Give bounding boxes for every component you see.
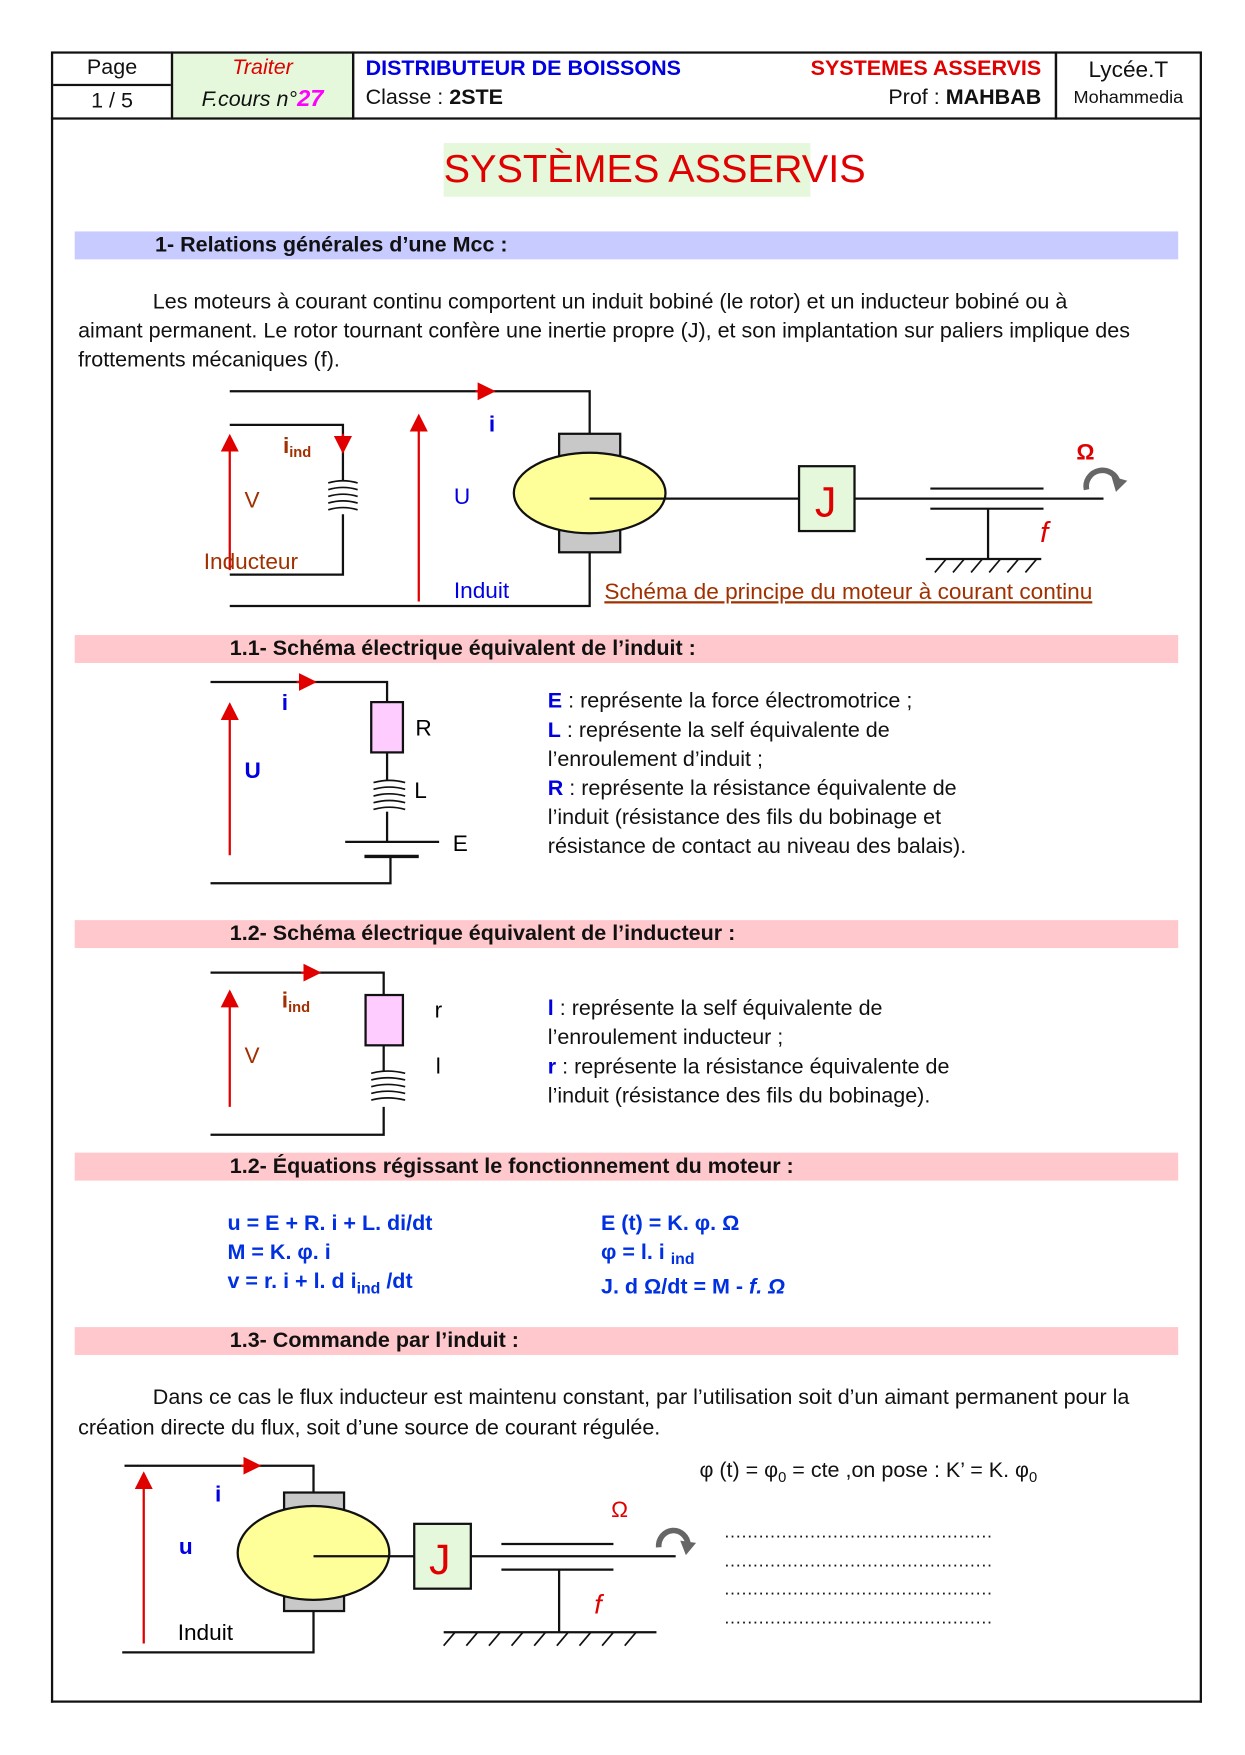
description-text: l’enroulement inducteur ; <box>547 1026 784 1050</box>
answer-line[interactable]: ............................................... <box>724 1522 993 1542</box>
description-text: l’induit (résistance des fils du bobinage). <box>547 1084 931 1108</box>
r-label: r <box>434 997 443 1023</box>
equation-part: ind <box>356 1278 381 1297</box>
school-name: Lycée.T <box>1088 58 1169 83</box>
current-label: i <box>488 411 496 437</box>
traiter-label: Traiter <box>232 55 293 80</box>
section-heading-1-2: 1.2- Schéma électrique équivalent de l’inducteur : <box>75 920 1179 948</box>
induit-label: Induit <box>453 578 510 604</box>
description-text: : représente la self équivalente de <box>553 997 883 1021</box>
classe-label: Classe : <box>365 86 450 110</box>
symbol-key: L <box>547 718 561 743</box>
iind-sub: ind <box>288 999 311 1016</box>
j-label: J <box>814 478 837 527</box>
prof-value: MAHBAB <box>945 86 1042 110</box>
inductor-coil-icon <box>328 481 357 510</box>
section13-paragraph: Dans ce cas le flux inducteur est maintenu constant, par l’utilisation soit d’un aimant permanent pour la création directe du flux, soit d’une source de courant régulée. <box>78 1386 1130 1440</box>
answer-line[interactable]: ............................................... <box>724 1608 993 1628</box>
inductor-coil-icon <box>373 780 405 809</box>
equation-part: ind <box>670 1249 695 1268</box>
equation-part: f. Ω <box>749 1275 785 1299</box>
f-label: f <box>594 1589 602 1620</box>
u-label: U <box>453 484 471 510</box>
section-heading-1-1: 1.1- Schéma électrique équivalent de l’induit : <box>75 635 1179 663</box>
induit-label: Induit <box>177 1620 234 1646</box>
resistor-r <box>366 995 403 1045</box>
u-label: u <box>178 1534 193 1559</box>
description-text: résistance de contact au niveau des balais). <box>547 835 967 859</box>
rotor-ellipse <box>514 453 666 533</box>
project-name: DISTRIBUTEUR DE BOISSONS <box>365 57 682 81</box>
description-text: : représente la résistance équivalente de <box>556 1055 950 1079</box>
formula-part: φ (t) = φ <box>699 1458 779 1483</box>
page-number: 1 / 5 <box>91 89 133 113</box>
iind-i: i <box>281 987 289 1013</box>
answer-line[interactable]: ............................................... <box>724 1580 993 1600</box>
omega-label: Ω <box>1076 439 1095 465</box>
description-text: l’induit (résistance des fils du bobinage et <box>547 806 942 830</box>
j-label: J <box>428 1536 451 1585</box>
formula-part: = cte ,on pose : K’ = K. φ <box>786 1458 1029 1483</box>
equation-part: E (t) = K. φ. Ω <box>600 1211 740 1236</box>
iind-label <box>283 433 311 461</box>
equation-part: φ = l. i <box>600 1240 671 1265</box>
description-text: l’enroulement d’induit ; <box>547 747 763 772</box>
symbol-key: l <box>547 997 554 1021</box>
cours-number-value: 27 <box>297 86 324 112</box>
cours-prefix: F.cours n° <box>201 88 298 112</box>
symbol-key: R <box>547 777 564 801</box>
inductor-coil-icon <box>371 1071 405 1100</box>
equation-part: M = K. φ. i <box>227 1240 331 1265</box>
prof-label: Prof : <box>888 86 946 110</box>
v-label: V <box>244 1043 260 1069</box>
resistor-R <box>371 702 403 752</box>
iind-i: i <box>282 432 290 458</box>
u-label: U <box>244 758 261 784</box>
equation-part: v = r. i + l. d i <box>227 1270 357 1294</box>
l-label: L <box>414 778 427 804</box>
page-label: Page <box>86 55 138 80</box>
current-label: i <box>215 1481 222 1507</box>
section-heading-1-3: 1.3- Commande par l’induit : <box>75 1327 1179 1355</box>
description-text: : représente la self équivalente de <box>560 718 890 743</box>
equation-part: u = E + R. i + L. di/dt <box>227 1211 433 1236</box>
iind-label <box>282 987 310 1015</box>
current-label: i <box>281 690 289 715</box>
page-title: SYSTÈMES ASSERVIS <box>444 143 811 197</box>
e-label: E <box>452 830 468 856</box>
subject: SYSTEMES ASSERVIS <box>810 57 1042 81</box>
symbol-key: r <box>547 1055 557 1079</box>
f-label: f <box>1040 517 1049 550</box>
description-text: : représente la résistance équivalente de <box>563 777 957 801</box>
equation-part: J. d Ω/dt = M - <box>600 1275 750 1299</box>
classe-value: 2STE <box>449 86 504 110</box>
section-heading-equations: 1.2- Équations régissant le fonctionnement du moteur : <box>75 1153 1179 1181</box>
inducteur-circuit-diagram <box>211 973 406 1135</box>
answer-line[interactable]: ............................................... <box>724 1551 993 1571</box>
formula-sub: 0 <box>778 1468 787 1486</box>
iind-sub: ind <box>289 445 312 462</box>
v-label: V <box>244 487 260 513</box>
inducteur-label: Inducteur <box>203 549 299 575</box>
symbol-key: E <box>547 689 563 714</box>
section-heading-1: 1- Relations générales d’une Mcc : <box>75 231 1179 259</box>
equation-part: /dt <box>380 1270 413 1294</box>
omega-label: Ω <box>611 1497 629 1523</box>
l-label: l <box>435 1053 441 1079</box>
formula-sub: 0 <box>1028 1468 1038 1486</box>
description-text: : représente la force électromotrice ; <box>562 689 913 714</box>
school-city: Mohammedia <box>1073 88 1184 108</box>
r-label: R <box>415 715 432 741</box>
section1-paragraph: Les moteurs à courant continu comportent un induit bobiné (le rotor) et un inducteur bobiné ou à aimant permanent. Le rotor tournant confère une inertie propre (J), et son implantation sur paliers implique des frottements mécaniques (f). <box>78 290 1130 373</box>
motor-principle-diagram <box>230 391 1128 606</box>
diagram-caption: Schéma de principe du moteur à courant continu <box>604 579 1093 605</box>
